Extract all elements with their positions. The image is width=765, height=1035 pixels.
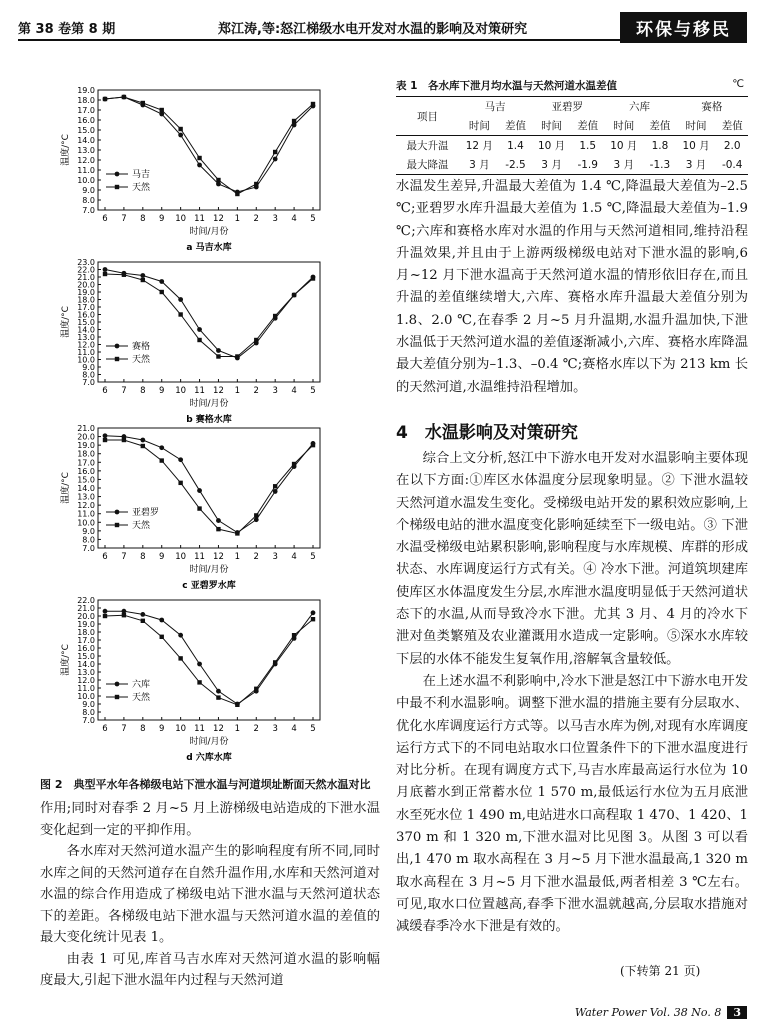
x-tick-label: 9 bbox=[159, 386, 165, 396]
y-tick-label: 12.0 bbox=[77, 340, 95, 350]
legend-label: 马吉 bbox=[132, 170, 151, 180]
y-tick-label: 8.0 bbox=[82, 535, 95, 545]
data-point bbox=[235, 354, 239, 358]
y-tick-label: 19.0 bbox=[77, 86, 95, 95]
table-cell: -2.5 bbox=[500, 155, 531, 175]
header-rule bbox=[18, 39, 747, 41]
table-row-label: 最大降温 bbox=[396, 155, 459, 175]
y-tick-label: 18.0 bbox=[77, 295, 95, 305]
y-tick-label: 17.0 bbox=[77, 303, 95, 312]
table-caption bbox=[396, 78, 748, 93]
x-tick-label: 12 bbox=[213, 386, 224, 396]
x-tick-label: 3 bbox=[272, 386, 278, 396]
y-tick-label: 22.0 bbox=[77, 265, 95, 275]
data-point bbox=[160, 458, 164, 462]
series-line bbox=[105, 615, 313, 705]
y-tick-label: 9.0 bbox=[82, 700, 95, 709]
table-row bbox=[396, 136, 748, 156]
data-point bbox=[122, 95, 126, 99]
y-tick-label: 20.0 bbox=[77, 280, 95, 290]
x-tick-label: 8 bbox=[140, 386, 146, 396]
x-tick-label: 10 bbox=[175, 724, 187, 734]
y-tick-label: 18.0 bbox=[77, 96, 95, 105]
y-tick-label: 19.0 bbox=[77, 441, 95, 451]
data-point bbox=[103, 433, 108, 438]
table-subheader: 时间 bbox=[676, 116, 717, 136]
x-tick-label: 11 bbox=[194, 386, 205, 396]
y-tick-label: 7.0 bbox=[82, 716, 95, 725]
y-tick-label: 10.0 bbox=[77, 692, 95, 701]
data-point bbox=[178, 481, 182, 485]
legend-label: 赛格 bbox=[132, 342, 151, 352]
subfigure-caption: b 赛格水库 bbox=[186, 415, 232, 425]
section-heading: 4 水温影响及对策研究 bbox=[396, 423, 578, 443]
series-line bbox=[105, 440, 313, 533]
table-subheader: 时间 bbox=[459, 116, 500, 136]
x-tick-label: 5 bbox=[310, 552, 316, 562]
legend-marker bbox=[115, 172, 120, 177]
data-point bbox=[141, 101, 145, 105]
line-chart bbox=[58, 256, 380, 434]
journal-issue: 第 38 卷第 8 期 bbox=[18, 22, 116, 37]
column-badge: 环保与移民 bbox=[620, 12, 747, 43]
legend-marker bbox=[115, 357, 119, 361]
x-axis-label: 时间/月份 bbox=[189, 565, 229, 575]
right-paragraph: 水温发生差异,升温最大差值为 1.4 ℃,降温最大差值为–2.5 ℃;亚碧罗水库升温最大差值为 1.5 ℃,降温最大差值为–1.9 ℃;六库和赛格水库对水温的作用与天然河道相同,维持沿程升温效果,并且由于上游两级梯级电站对下泄水温的影响,6 月~12 月下泄水温高于天然河道水温的情形依旧存在,而且升温的差值继续增大,六库、赛格水库升温最大差值分别为 1.8、2.0 ℃,在春季 2 月~5 月升温期,水温升温加快,下泄水温低于天然河道水温的差值逐渐减小,六库、赛格水库降温最大差值分别为–1.3、–0.4 ℃;赛格水库以下为 213 km 长的天然河道,水温维持沿程增加。 bbox=[396, 179, 748, 395]
table-unit: ℃ bbox=[732, 78, 744, 90]
y-tick-label: 20.0 bbox=[77, 432, 95, 442]
y-tick-label: 14.0 bbox=[77, 325, 95, 335]
x-tick-label: 6 bbox=[102, 552, 108, 562]
data-table bbox=[396, 96, 748, 175]
data-point bbox=[160, 635, 164, 639]
chart-c bbox=[58, 422, 380, 600]
x-tick-label: 8 bbox=[140, 724, 146, 734]
table-subheader: 差值 bbox=[716, 116, 748, 136]
y-tick-label: 12.0 bbox=[77, 676, 95, 685]
y-tick-label: 19.0 bbox=[77, 288, 95, 297]
data-point bbox=[197, 327, 202, 332]
data-point bbox=[216, 182, 221, 187]
data-point bbox=[122, 438, 126, 442]
y-tick-label: 22.0 bbox=[77, 596, 95, 605]
y-axis-label: 温度/°C bbox=[61, 306, 71, 338]
subfigure-caption: c 亚碧罗水库 bbox=[182, 581, 236, 591]
x-tick-label: 8 bbox=[140, 552, 146, 562]
x-axis-label: 时间/月份 bbox=[189, 399, 229, 409]
x-tick-label: 3 bbox=[272, 724, 278, 734]
y-axis-label: 温度/°C bbox=[61, 472, 71, 504]
table-header-group: 马吉 bbox=[459, 97, 531, 117]
right-column-text-1 bbox=[396, 176, 748, 399]
data-point bbox=[160, 108, 164, 112]
line-chart bbox=[58, 594, 380, 772]
data-point bbox=[141, 444, 145, 448]
y-tick-label: 17.0 bbox=[77, 636, 95, 645]
y-axis-label: 温度/°C bbox=[61, 134, 71, 166]
y-tick-label: 14.0 bbox=[77, 484, 95, 493]
x-tick-label: 8 bbox=[140, 214, 146, 224]
legend-marker bbox=[115, 344, 120, 349]
legend-label: 天然 bbox=[132, 355, 151, 365]
data-point bbox=[311, 610, 316, 615]
line-chart bbox=[58, 422, 380, 600]
chart-d bbox=[58, 594, 380, 772]
data-point bbox=[216, 178, 220, 182]
chart-b bbox=[58, 256, 380, 434]
legend-marker bbox=[115, 523, 119, 527]
data-point bbox=[311, 102, 315, 106]
chart-a bbox=[58, 84, 380, 262]
table-cell: 3 月 bbox=[459, 155, 500, 175]
x-tick-label: 6 bbox=[102, 214, 108, 224]
table-cell: 1.4 bbox=[507, 139, 524, 152]
y-tick-label: 21.0 bbox=[77, 273, 95, 282]
data-point bbox=[103, 97, 107, 101]
data-point bbox=[216, 689, 221, 694]
y-tick-label: 10.0 bbox=[77, 355, 95, 365]
data-point bbox=[122, 613, 126, 617]
table-cell: 3 月 bbox=[531, 155, 572, 175]
series-line bbox=[105, 436, 313, 533]
data-point bbox=[254, 338, 258, 342]
table-cell: -1.3 bbox=[644, 155, 675, 175]
y-tick-label: 9.0 bbox=[82, 526, 95, 536]
x-tick-label: 11 bbox=[194, 214, 205, 224]
x-tick-label: 4 bbox=[291, 724, 297, 734]
table-cell: -0.4 bbox=[716, 155, 748, 175]
data-point bbox=[103, 272, 107, 276]
y-tick-label: 7.0 bbox=[82, 378, 95, 387]
x-tick-label: 11 bbox=[194, 724, 205, 734]
data-point bbox=[216, 527, 220, 531]
data-point bbox=[273, 314, 277, 318]
table-cell: -1.9 bbox=[572, 155, 603, 175]
data-point bbox=[197, 163, 202, 168]
running-header bbox=[18, 6, 747, 44]
x-tick-label: 1 bbox=[234, 386, 241, 396]
x-tick-label: 5 bbox=[310, 214, 316, 224]
table-subheader: 差值 bbox=[500, 116, 531, 136]
data-point bbox=[292, 293, 296, 297]
data-point bbox=[254, 513, 258, 517]
legend-label: 六库 bbox=[132, 680, 151, 690]
legend-label: 天然 bbox=[132, 693, 151, 703]
data-point bbox=[197, 156, 201, 160]
table-title: 表 1 各水库下泄月均水温与天然河道水温差值 bbox=[396, 80, 617, 92]
data-point bbox=[122, 273, 126, 277]
subfigure-caption: a 马吉水库 bbox=[186, 243, 232, 253]
table-cell: 3 月 bbox=[603, 155, 644, 175]
y-tick-label: 9.0 bbox=[82, 186, 95, 195]
data-point bbox=[311, 276, 315, 280]
table-cell: 2.0 bbox=[723, 139, 741, 152]
y-axis-label: 温度/°C bbox=[61, 644, 71, 676]
data-point bbox=[197, 662, 202, 667]
data-point bbox=[103, 267, 108, 272]
x-tick-label: 7 bbox=[121, 724, 127, 734]
y-tick-label: 14.0 bbox=[77, 136, 95, 145]
data-point bbox=[178, 133, 183, 138]
continued-note: (下转第 21 页) bbox=[620, 964, 701, 978]
left-paragraph: 由表 1 可见,库首马吉水库对天然河道水温的影响幅度最大,引起下泄水温年内过程与天然河道 bbox=[40, 951, 380, 988]
y-tick-label: 17.0 bbox=[77, 458, 95, 468]
line-chart bbox=[58, 84, 380, 262]
x-tick-label: 9 bbox=[159, 724, 165, 734]
x-tick-label: 2 bbox=[253, 724, 259, 734]
table-header-item: 项目 bbox=[396, 97, 459, 136]
data-point bbox=[103, 609, 108, 614]
data-point bbox=[178, 297, 183, 302]
right-paragraph: 综合上文分析,怒江中下游水电开发对水温影响主要体现在以下方面:①库区水体温度分层现象明显。② 下泄水温较天然河道水温发生变化。受梯级电站开发的累积效应影响,上个梯级电站的泄水温度变化影响延续至下一级电站。③ 下泄水温受梯级电站累积影响,影响程度与水库规模、库群的形成状态、水库调度运行方式有关。④ 冷水下泄。河道筑坝建库使库区水体温度发生分层,水库泄水温度明显低于天然河道状态下的水温,从而导致冷水下泄。尤其 3 月、4 月的冷水下泄对鱼类繁殖及农业灌溉用水造成一定影响。⑤深水水库较下层的水体不能发生复氧作用,溶解氧含量较低。 bbox=[396, 451, 748, 667]
legend-marker bbox=[115, 185, 119, 189]
y-tick-label: 8.0 bbox=[82, 370, 95, 380]
data-point bbox=[254, 517, 259, 522]
table-row bbox=[396, 155, 748, 175]
data-point bbox=[292, 633, 296, 637]
y-tick-label: 16.0 bbox=[77, 644, 95, 653]
x-tick-label: 12 bbox=[213, 552, 224, 562]
x-tick-label: 3 bbox=[272, 552, 278, 562]
data-point bbox=[254, 182, 258, 186]
x-tick-label: 2 bbox=[253, 552, 259, 562]
data-point bbox=[159, 445, 164, 450]
x-tick-label: 1 bbox=[234, 552, 241, 562]
running-title: 郑江涛,等:怒江梯级水电开发对水温的影响及对策研究 bbox=[218, 22, 528, 37]
table-cell: 10 月 bbox=[682, 140, 710, 152]
legend-label: 天然 bbox=[132, 183, 151, 193]
subfigure-caption: d 六库水库 bbox=[186, 753, 232, 763]
page-footer bbox=[540, 1006, 747, 1019]
y-tick-label: 11.0 bbox=[77, 166, 95, 175]
data-point bbox=[159, 618, 164, 623]
x-tick-label: 10 bbox=[175, 386, 187, 396]
table-header-group: 六库 bbox=[603, 97, 675, 117]
data-point bbox=[141, 619, 145, 623]
data-point bbox=[216, 518, 221, 523]
x-tick-label: 7 bbox=[121, 214, 127, 224]
legend-label: 亚碧罗 bbox=[132, 508, 160, 518]
y-tick-label: 13.0 bbox=[77, 492, 95, 502]
table-cell: 1.5 bbox=[579, 139, 597, 152]
data-point bbox=[273, 157, 278, 162]
data-point bbox=[292, 462, 296, 466]
y-tick-label: 10.0 bbox=[77, 176, 95, 185]
x-tick-label: 7 bbox=[121, 386, 127, 396]
table-cell: 10 月 bbox=[537, 140, 566, 152]
y-tick-label: 8.0 bbox=[82, 196, 95, 205]
y-tick-label: 11.0 bbox=[77, 348, 95, 357]
data-point bbox=[235, 703, 239, 707]
legend-label: 天然 bbox=[132, 521, 151, 531]
x-tick-label: 2 bbox=[253, 386, 259, 396]
data-point bbox=[216, 695, 220, 699]
left-column-text bbox=[40, 798, 380, 992]
data-point bbox=[178, 656, 182, 660]
x-tick-label: 11 bbox=[194, 552, 205, 562]
x-tick-label: 6 bbox=[102, 386, 108, 396]
x-tick-label: 9 bbox=[159, 214, 165, 224]
y-tick-label: 9.0 bbox=[82, 363, 95, 372]
data-point bbox=[197, 338, 201, 342]
table-cell: 12 月 bbox=[465, 140, 493, 152]
data-point bbox=[178, 457, 183, 462]
data-point bbox=[197, 506, 201, 510]
x-tick-label: 9 bbox=[159, 552, 165, 562]
x-tick-label: 2 bbox=[253, 214, 259, 224]
table-subheader: 时间 bbox=[603, 116, 644, 136]
y-tick-label: 12.0 bbox=[77, 156, 95, 165]
table-header-group: 亚碧罗 bbox=[531, 97, 603, 117]
y-tick-label: 16.0 bbox=[77, 310, 95, 320]
footer-journal: Water Power Vol. 38 No. 8 bbox=[574, 1006, 722, 1019]
data-point bbox=[178, 127, 182, 131]
data-point bbox=[103, 438, 107, 442]
table-header-group: 赛格 bbox=[676, 97, 748, 117]
y-tick-label: 13.0 bbox=[77, 146, 95, 155]
y-tick-label: 12.0 bbox=[77, 501, 95, 511]
y-tick-label: 15.0 bbox=[77, 475, 95, 485]
legend-marker bbox=[115, 695, 119, 699]
y-tick-label: 15.0 bbox=[77, 318, 95, 327]
data-point bbox=[273, 150, 277, 154]
y-tick-label: 15.0 bbox=[77, 652, 95, 661]
y-tick-label: 7.0 bbox=[82, 544, 95, 553]
y-tick-label: 11.0 bbox=[77, 509, 95, 519]
y-tick-label: 20.0 bbox=[77, 612, 95, 621]
x-tick-label: 7 bbox=[121, 552, 127, 562]
y-tick-label: 11.0 bbox=[77, 684, 95, 693]
data-point bbox=[197, 680, 201, 684]
x-tick-label: 4 bbox=[291, 214, 297, 224]
y-tick-label: 7.0 bbox=[82, 206, 95, 215]
data-point bbox=[216, 348, 221, 353]
y-tick-label: 13.0 bbox=[77, 668, 95, 677]
data-point bbox=[311, 617, 315, 621]
table-subheader: 差值 bbox=[644, 116, 675, 136]
legend-marker bbox=[115, 510, 120, 515]
data-point bbox=[311, 443, 315, 447]
x-tick-label: 6 bbox=[102, 724, 108, 734]
x-tick-label: 4 bbox=[291, 552, 297, 562]
data-point bbox=[254, 687, 258, 691]
data-point bbox=[159, 279, 164, 284]
y-tick-label: 14.0 bbox=[77, 660, 95, 669]
x-tick-label: 4 bbox=[291, 386, 297, 396]
table-cell: 1.8 bbox=[651, 139, 669, 152]
data-point bbox=[178, 633, 183, 638]
table-cell: 3 月 bbox=[676, 155, 717, 175]
x-tick-label: 1 bbox=[234, 724, 241, 734]
y-tick-label: 8.0 bbox=[82, 708, 95, 717]
figure-caption: 图 2 典型平水年各梯级电站下泄水温与河道坝址断面天然水温对比 bbox=[40, 778, 371, 791]
left-paragraph: 各水库对天然河道水温产生的影响程度有所不同,同时水库之间的天然河道存在自然升温作用,水库和天然河道对水温的综合作用造成了梯级电站下泄水温与天然河道状态下的差距。各梯级电站下泄水温与天然河道水温的差值的最大变化统计见表 1。 bbox=[40, 844, 380, 945]
legend-marker bbox=[115, 682, 120, 687]
table-row-label: 最大升温 bbox=[406, 140, 449, 152]
x-tick-label: 3 bbox=[272, 214, 278, 224]
table-subheader: 差值 bbox=[572, 116, 603, 136]
y-tick-label: 23.0 bbox=[77, 258, 95, 267]
data-point bbox=[103, 614, 107, 618]
data-point bbox=[235, 192, 239, 196]
x-tick-label: 12 bbox=[213, 724, 224, 734]
y-tick-label: 21.0 bbox=[77, 604, 95, 613]
y-tick-label: 16.0 bbox=[77, 466, 95, 476]
data-point bbox=[141, 278, 145, 282]
x-tick-label: 12 bbox=[213, 214, 224, 224]
table-subheader: 时间 bbox=[531, 116, 572, 136]
right-paragraph: 在上述水温不利影响中,冷水下泄是怒江中下游水电开发中最不利水温影响。调整下泄水温的措施主要有分层取水、优化水库调度运行方式等。以马吉水库为例,对现有水库调度运行方式下的不同电站取水口位置条件下的下泄水温度进行对比分析。在现有调度方式下,马吉水库最高运行水位为 10 月底蓄水到正常蓄水位 1 570 m,最低运行水位为五月底泄水至死水位 1 490 m,电站进水口高程取 1 470、1 420、1 370 m 和 1 320 m,下泄水温对比见图 3。从图 3 可以看出,1 470 m 取水高程在 3 月~5 月下泄水温最高,1 320 m 取水高程在 3 月~5 月下泄水温最低,两者相差 3 ℃左右。可见,取水口位置越高,春季下泄水温就越高,分层取水措施对减缓春季冷水下泄是有效的。 bbox=[396, 673, 748, 935]
data-point bbox=[140, 612, 145, 617]
data-point bbox=[197, 488, 202, 493]
page-number: 3 bbox=[727, 1006, 747, 1019]
data-point bbox=[122, 609, 127, 614]
data-point bbox=[160, 290, 164, 294]
y-tick-label: 18.0 bbox=[77, 449, 95, 459]
data-point bbox=[292, 119, 296, 123]
x-axis-label: 时间/月份 bbox=[189, 737, 229, 747]
data-point bbox=[273, 484, 277, 488]
y-tick-label: 19.0 bbox=[77, 620, 95, 629]
left-paragraph: 作用;同时对春季 2 月~5 月上游梯级电站造成的下泄水温变化起到一定的平抑作用。 bbox=[40, 801, 380, 838]
y-tick-label: 15.0 bbox=[77, 126, 95, 135]
data-point bbox=[140, 438, 145, 443]
data-point bbox=[140, 273, 145, 278]
x-tick-label: 10 bbox=[175, 552, 187, 562]
y-tick-label: 17.0 bbox=[77, 106, 95, 115]
x-axis-label: 时间/月份 bbox=[189, 227, 229, 237]
data-point bbox=[216, 354, 220, 358]
x-tick-label: 5 bbox=[310, 724, 316, 734]
data-point bbox=[235, 531, 239, 535]
x-tick-label: 10 bbox=[175, 214, 187, 224]
y-tick-label: 18.0 bbox=[77, 628, 95, 637]
y-tick-label: 21.0 bbox=[77, 424, 95, 433]
data-point bbox=[273, 660, 277, 664]
table-cell: 10 月 bbox=[610, 140, 638, 152]
y-tick-label: 16.0 bbox=[77, 116, 95, 125]
right-column-text-2 bbox=[396, 448, 748, 939]
y-tick-label: 10.0 bbox=[77, 518, 95, 528]
x-tick-label: 1 bbox=[234, 214, 241, 224]
data-point bbox=[178, 312, 182, 316]
x-tick-label: 5 bbox=[310, 386, 316, 396]
y-tick-label: 13.0 bbox=[77, 333, 95, 342]
